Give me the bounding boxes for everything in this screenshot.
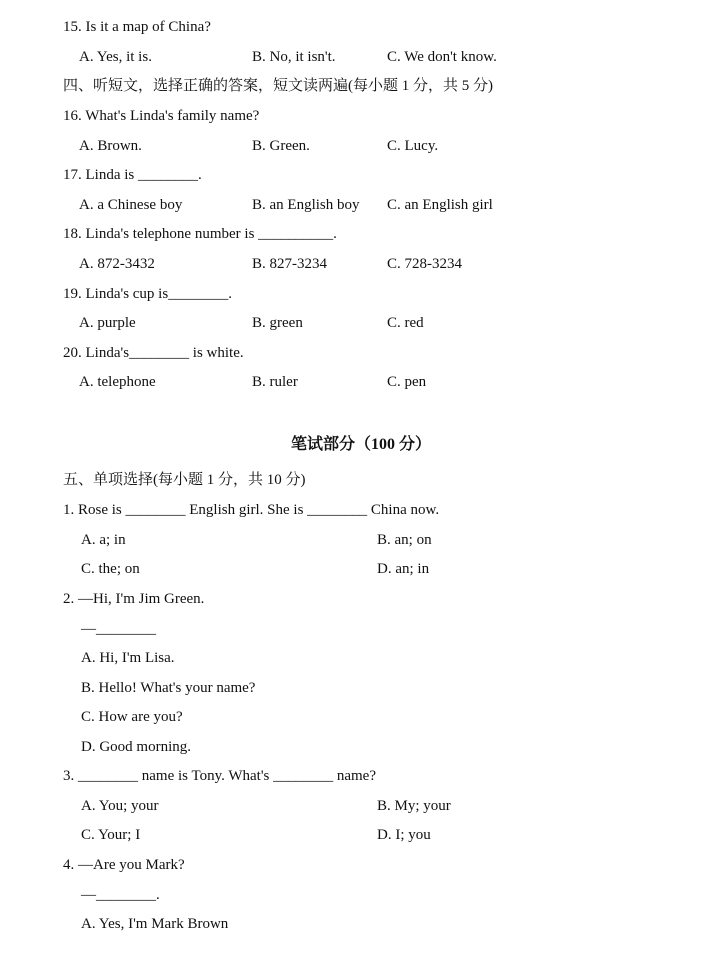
option-a: A. Yes, I'm Mark Brown [81, 916, 229, 932]
option-a: A. You; your [81, 798, 159, 814]
question-17-stem: 17. Linda is ________. [63, 167, 202, 183]
option-a: A. Yes, it is. [79, 49, 152, 65]
question-2-reply-blank: —________ [81, 621, 156, 637]
option-c: C. an English girl [387, 197, 493, 213]
option-b: B. Hello! What's your name? [81, 680, 256, 696]
option-d: D. I; you [377, 827, 431, 843]
question-19-stem: 19. Linda's cup is________. [63, 286, 232, 302]
question-3-options-row-2 [0, 826, 722, 844]
option-b: B. No, it isn't. [252, 49, 336, 65]
option-b: B. an; on [377, 532, 432, 548]
question-2-stem: 2. —Hi, I'm Jim Green. [63, 591, 205, 607]
question-1-options-row-1 [0, 531, 722, 549]
section-4-title: 四、听短文，选择正确的答案，短文读两遍(每小题 1 分，共 5 分) [63, 78, 493, 94]
option-d: D. Good morning. [81, 739, 191, 755]
written-part-title: 笔试部分（100 分） [290, 436, 431, 453]
question-1-stem: 1. Rose is ________ English girl. She is ________ China now. [63, 502, 440, 518]
option-c: C. Lucy. [387, 138, 439, 154]
question-20-stem: 20. Linda's________ is white. [63, 345, 244, 361]
question-16-options [0, 137, 722, 155]
question-1-options-row-2 [0, 560, 722, 578]
option-c: C. Your; I [81, 827, 141, 843]
question-15-options [0, 48, 722, 66]
question-15-stem: 15. Is it a map of China? [63, 19, 211, 35]
option-a: A. 872-3432 [79, 256, 155, 272]
question-3-stem: 3. ________ name is Tony. What's ________ name? [63, 768, 377, 784]
option-b: B. Green. [252, 138, 310, 154]
option-a: A. Brown. [79, 138, 142, 154]
option-c: C. pen [387, 374, 427, 390]
option-c: C. How are you? [81, 709, 183, 725]
option-a: A. a Chinese boy [79, 197, 183, 213]
option-a: A. purple [79, 315, 136, 331]
option-c: C. red [387, 315, 424, 331]
question-18-stem: 18. Linda's telephone number is __________. [63, 226, 337, 242]
option-a: A. telephone [79, 374, 156, 390]
option-b: B. an English boy [252, 197, 360, 213]
question-4-stem: 4. —Are you Mark? [63, 857, 185, 873]
option-a: A. a; in [81, 532, 126, 548]
question-16-stem: 16. What's Linda's family name? [63, 108, 260, 124]
question-18-options [0, 255, 722, 273]
option-a: A. Hi, I'm Lisa. [81, 650, 175, 666]
question-17-options [0, 196, 722, 214]
option-d: D. an; in [377, 561, 430, 577]
question-4-reply-blank: —________. [81, 887, 160, 903]
option-c: C. 728-3234 [387, 256, 462, 272]
question-3-options-row-1 [0, 797, 722, 815]
question-19-options [0, 314, 722, 332]
option-b: B. green [252, 315, 303, 331]
option-b: B. 827-3234 [252, 256, 327, 272]
question-20-options [0, 373, 722, 391]
section-5-title: 五、单项选择(每小题 1 分，共 10 分) [63, 472, 306, 488]
option-c: C. We don't know. [387, 49, 497, 65]
option-b: B. ruler [252, 374, 298, 390]
option-b: B. My; your [377, 798, 451, 814]
option-c: C. the; on [81, 561, 140, 577]
